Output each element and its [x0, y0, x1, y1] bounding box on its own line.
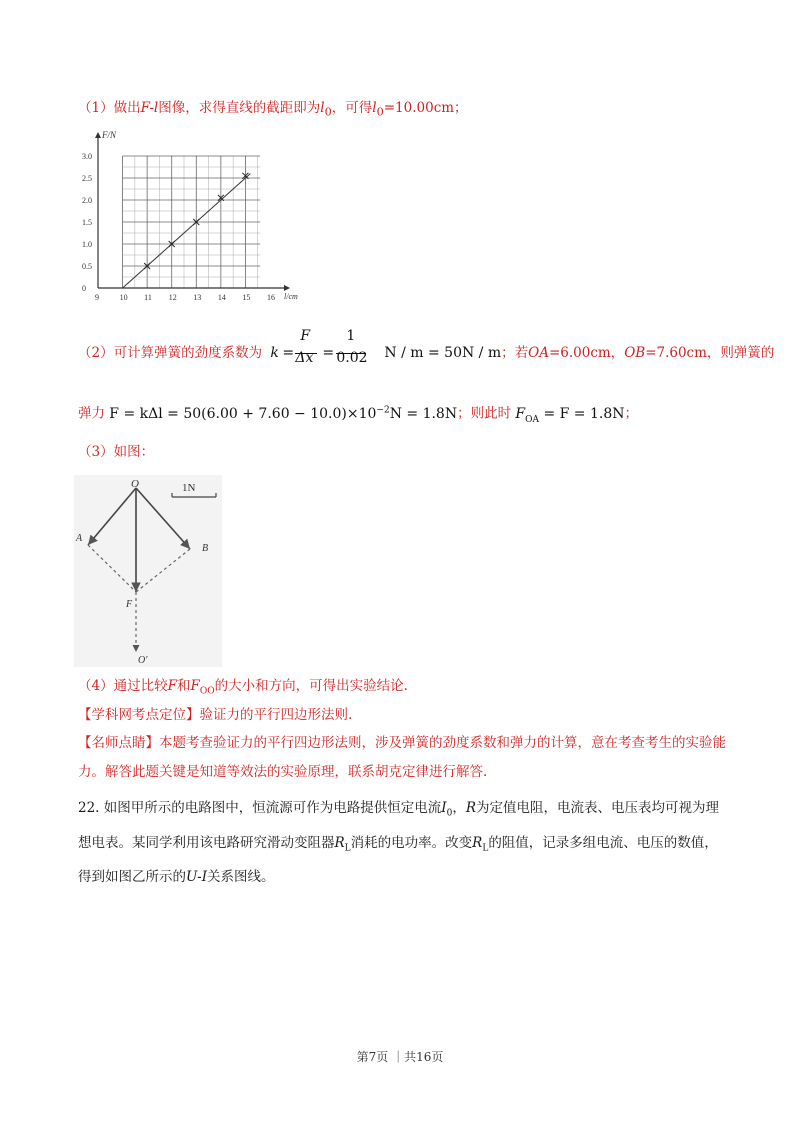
fraction-denominator: 0.02: [336, 350, 368, 366]
subscript: 0: [446, 808, 453, 819]
f-l-symbol: F-l: [140, 100, 159, 116]
chart-grid: [123, 156, 261, 288]
l0-symbol: l: [372, 100, 377, 116]
x-axis-arrow: [284, 285, 290, 291]
q22-text: 的阻值，记录多组电流、电压的数值，得到如图乙所示的: [78, 834, 718, 886]
f-symbol: F: [515, 405, 526, 422]
u-i-symbol: U-I: [186, 869, 208, 886]
f-l-chart: [78, 126, 318, 306]
label-o: O: [131, 478, 139, 490]
q22-text: 消耗的电功率。改变: [350, 834, 473, 851]
label-o-prime: O′: [138, 655, 148, 666]
oa-symbol: OA: [528, 345, 549, 361]
part1-text: 图像，求得直线的截距即为: [158, 100, 321, 116]
equals: =: [322, 345, 335, 361]
k-result: N / m = 50N / m: [384, 345, 502, 361]
x-tick-label: 9: [95, 293, 99, 302]
equals: =: [282, 345, 295, 361]
part2-text: （2）可计算弹簧的劲度系数为: [78, 345, 263, 361]
i0-symbol: I: [441, 800, 447, 816]
f-symbol: F: [190, 678, 200, 694]
part4-text: 的大小和方向，可得出实验结论.: [214, 678, 408, 694]
rl-symbol: R: [472, 834, 483, 851]
dianjing-text: 本题考查验证力的平行四边形法则，涉及弹簧的劲度系数和弹力的计算，意在考查考生的实验能力。解答此题关键是知道等效法的实验原理，联系胡克定律进行解答.: [78, 735, 726, 780]
label-f: F: [126, 599, 133, 610]
page-footer: 第7页 ｜共16页: [356, 1050, 444, 1064]
q22-text: ，: [452, 800, 466, 816]
k-formula: [266, 328, 384, 370]
foa-result: = F = 1.8N: [543, 405, 625, 422]
fit-line: [123, 174, 251, 288]
x-tick-label: 16: [267, 293, 275, 302]
x-tick-label: 11: [144, 293, 152, 302]
question-22: [78, 794, 728, 892]
label-b: B: [202, 543, 209, 554]
part2-text: ；: [624, 405, 638, 422]
q22-text: 为定值电阻，电流表、电压表均可视为理想电表。某同学利用该电路研究滑动变阻器: [78, 800, 720, 851]
y-axis-label: F/N: [102, 130, 117, 140]
y-tick-label: 0: [82, 284, 86, 293]
force-result: N = 1.8N: [389, 405, 458, 422]
y-tick-label: 1.0: [82, 240, 92, 249]
x-axis-label: l/cm: [284, 292, 298, 301]
subscript: 0: [376, 105, 384, 119]
force-formula: [109, 406, 457, 422]
x-tick-label: 12: [168, 293, 177, 302]
part2-line1: [78, 328, 775, 370]
part3-label: （3）如图：: [78, 444, 155, 460]
chart-axes: [82, 132, 290, 302]
diagram-background: [74, 475, 222, 667]
y-tick-label: 2.0: [82, 196, 92, 205]
y-axis-arrow: [95, 132, 101, 138]
subscript: L: [482, 843, 489, 854]
part1-text: （1）做出: [78, 100, 141, 116]
k-symbol: k: [270, 345, 279, 361]
oa-value: =6.00cm，: [548, 345, 625, 361]
x-tick-label: 10: [119, 293, 128, 302]
part4-line: [78, 676, 408, 702]
f-symbol: F: [167, 678, 177, 694]
x-tick-label: 15: [242, 293, 251, 302]
part2-text: ；则此时: [457, 405, 512, 422]
force-diagram: [74, 475, 222, 667]
ob-value: =7.60cm，则弹簧的: [645, 345, 775, 361]
part2-text: ；若: [501, 345, 529, 361]
chart-marks: [123, 173, 251, 288]
force-equation: F = kΔl = 50(6.00 + 7.60 − 10.0)×10: [109, 405, 377, 422]
y-tick-label: 0.5: [82, 262, 92, 271]
subscript: L: [344, 843, 351, 854]
kaodian-tag: 【学科网考点定位】: [78, 707, 200, 723]
subscript: 0: [324, 105, 332, 119]
scale-label: 1N: [182, 482, 196, 494]
l0-symbol: l: [320, 100, 325, 116]
part1-text: ，可得: [331, 100, 373, 116]
label-a: A: [76, 533, 83, 544]
x-tick-label: 13: [193, 293, 202, 302]
foa-formula: [515, 405, 625, 425]
y-tick-label: 3.0: [82, 152, 92, 161]
q22-text: 关系图线。: [207, 869, 275, 886]
part1-value: =10.00cm；: [383, 100, 468, 116]
fraction-numerator: F: [300, 328, 311, 344]
y-tick-label: 1.5: [82, 218, 92, 227]
rl-symbol: R: [334, 834, 345, 851]
x-tick-label: 14: [217, 293, 226, 302]
y-tick-label: 2.5: [82, 174, 92, 183]
fraction-denominator: Δx: [295, 350, 314, 366]
r-symbol: R: [465, 800, 477, 816]
subscript: OO: [199, 686, 215, 697]
part4-text: （4）通过比较: [78, 678, 168, 694]
exponent: −2: [376, 405, 390, 415]
part2-text: 弹力: [78, 405, 105, 422]
subscript: OA: [525, 414, 539, 425]
dianjing-tag: 【名师点睛】: [78, 735, 159, 751]
part4-text: 和: [176, 678, 191, 694]
fraction-numerator: 1: [346, 328, 356, 344]
q22-text: 22. 如图甲所示的电路图中，恒流源可作为电路提供恒定电流: [78, 800, 442, 816]
dianjing-paragraph: [78, 729, 728, 787]
kaodian-line: [78, 705, 352, 725]
ob-symbol: OB: [624, 345, 646, 361]
part2-line2: [78, 400, 638, 429]
part1-line: [78, 98, 468, 123]
kaodian-text: 验证力的平行四边形法则.: [199, 707, 353, 723]
